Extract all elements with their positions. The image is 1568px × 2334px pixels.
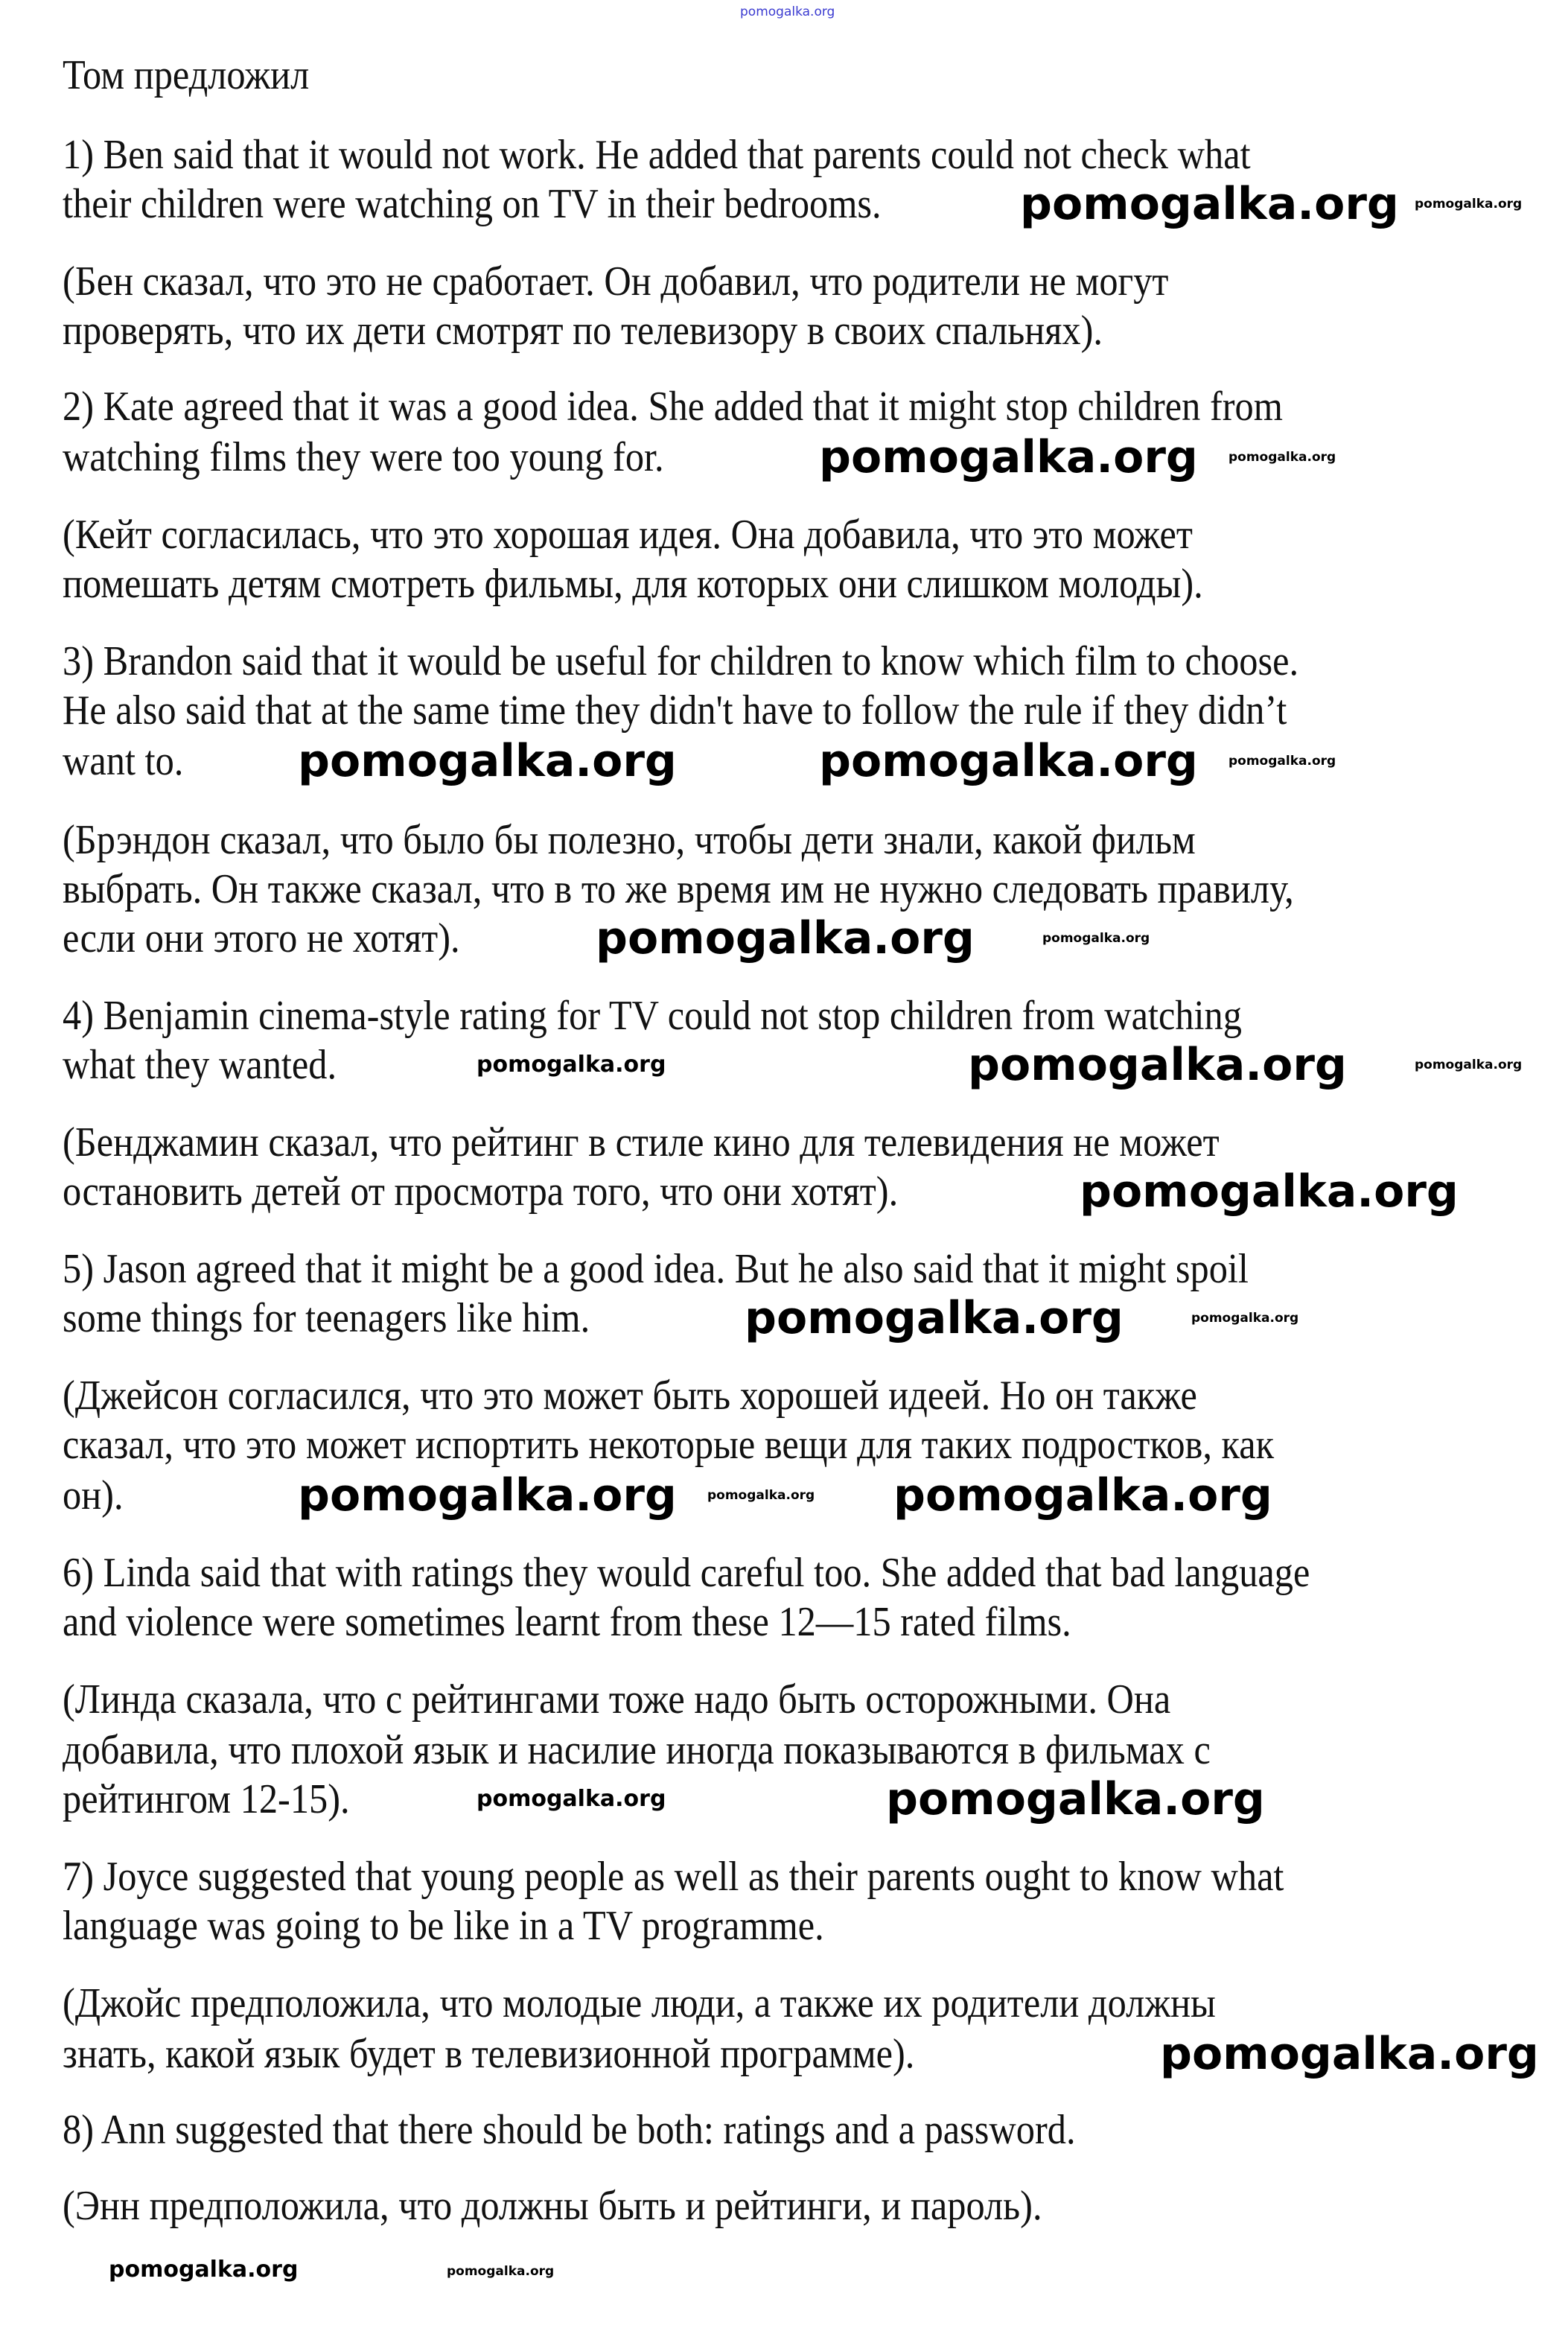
russian-translation-line: проверять, что их дети смотрят по телевизору в своих спальнях). xyxy=(63,308,1103,354)
english-text-line: their children were watching on TV in their bedrooms. xyxy=(63,181,882,227)
russian-translation-line: (Брэндон сказал, что было бы полезно, чтобы дети знали, какой фильм xyxy=(63,817,1196,863)
russian-translation-line: (Бенджамин сказал, что рейтинг в стиле кино для телевидения не может xyxy=(63,1119,1220,1166)
russian-translation-line: добавила, что плохой язык и насилие иногда показываются в фильмах с xyxy=(63,1727,1211,1773)
watermark: pomogalka.org xyxy=(1415,197,1523,212)
russian-translation-line: рейтингом 12-15). xyxy=(63,1776,350,1822)
english-text-line: and violence were sometimes learnt from these 12—15 rated films. xyxy=(63,1599,1071,1645)
english-text-line: 1) Ben said that it would not work. He added that parents could not check what xyxy=(63,132,1251,178)
russian-translation-line: (Кейт согласилась, что это хорошая идея. Она добавила, что это может xyxy=(63,512,1193,558)
watermark: pomogalka.org xyxy=(968,1039,1347,1091)
russian-translation-line: (Линда сказала, что с рейтингами тоже надо быть осторожными. Она xyxy=(63,1676,1171,1723)
english-text-line: want to. xyxy=(63,738,184,784)
watermark: pomogalka.org xyxy=(745,1292,1124,1344)
russian-translation-line: остановить детей от просмотра того, что они хотят). xyxy=(63,1168,899,1215)
russian-translation-line: он). xyxy=(63,1472,124,1519)
watermark: pomogalka.org xyxy=(298,735,677,787)
watermark: pomogalka.org xyxy=(1228,754,1336,769)
english-text-line: 3) Brandon said that it would be useful for children to know which film to choose. xyxy=(63,638,1299,684)
watermark: pomogalka.org xyxy=(447,2264,555,2279)
watermark: pomogalka.org xyxy=(886,1773,1265,1825)
english-text-line: He also said that at the same time they didn't have to follow the rule if they didn’t xyxy=(63,687,1287,734)
watermark: pomogalka.org xyxy=(1228,450,1336,465)
russian-translation-line: (Энн предположила, что должны быть и рейтинги, и пароль). xyxy=(63,2183,1042,2229)
english-text-line: 7) Joyce suggested that young people as well as their parents ought to know what xyxy=(63,1854,1284,1900)
watermark: pomogalka.org xyxy=(819,431,1198,483)
english-text-line: 8) Ann suggested that there should be both: ratings and a password. xyxy=(63,2107,1076,2153)
watermark: pomogalka.org xyxy=(740,4,835,19)
watermark: pomogalka.org xyxy=(1415,1058,1523,1072)
russian-translation-line: помешать детям смотреть фильмы, для которых они слишком молоды). xyxy=(63,561,1203,607)
english-text-line: watching films they were too young for. xyxy=(63,434,664,480)
english-text-line: what they wanted. xyxy=(63,1042,337,1088)
watermark: pomogalka.org xyxy=(1160,2028,1539,2080)
watermark: pomogalka.org xyxy=(109,2257,299,2283)
watermark: pomogalka.org xyxy=(893,1469,1272,1521)
watermark: pomogalka.org xyxy=(707,1488,815,1503)
english-text-line: 6) Linda said that with ratings they would careful too. She added that bad language xyxy=(63,1550,1310,1596)
russian-translation-line: (Джойс предположила, что молодые люди, а также их родители должны xyxy=(63,1980,1216,2026)
watermark: pomogalka.org xyxy=(1042,931,1150,946)
russian-translation-line: сказал, что это может испортить некоторые вещи для таких подростков, как xyxy=(63,1422,1275,1468)
watermark: pomogalka.org xyxy=(477,1786,666,1812)
russian-translation-line: (Бен сказал, что это не сработает. Он добавил, что родители не могут xyxy=(63,258,1169,305)
russian-translation-line: если они этого не хотят). xyxy=(63,915,460,961)
english-text-line: 4) Benjamin cinema-style rating for TV could not stop children from watching xyxy=(63,993,1242,1039)
russian-translation-line: выбрать. Он также сказал, что в то же время им не нужно следовать правилу, xyxy=(63,866,1294,912)
watermark: pomogalka.org xyxy=(298,1469,677,1521)
english-text-line: 5) Jason agreed that it might be a good idea. But he also said that it might spoil xyxy=(63,1246,1249,1292)
watermark: pomogalka.org xyxy=(477,1052,666,1078)
english-text-line: some things for teenagers like him. xyxy=(63,1295,590,1341)
english-text-line: language was going to be like in a TV programme. xyxy=(63,1903,824,1949)
watermark: pomogalka.org xyxy=(1080,1166,1459,1218)
watermark: pomogalka.org xyxy=(819,735,1198,787)
english-text-line: 2) Kate agreed that it was a good idea. She added that it might stop children from xyxy=(63,384,1283,430)
document-title: Том предложил xyxy=(63,52,310,98)
russian-translation-line: (Джейсон согласился, что это может быть хорошей идеей. Но он также xyxy=(63,1373,1197,1419)
watermark: pomogalka.org xyxy=(1020,178,1399,230)
russian-translation-line: знать, какой язык будет в телевизионной программе). xyxy=(63,2031,915,2077)
watermark: pomogalka.org xyxy=(596,912,975,964)
watermark: pomogalka.org xyxy=(1191,1311,1299,1326)
